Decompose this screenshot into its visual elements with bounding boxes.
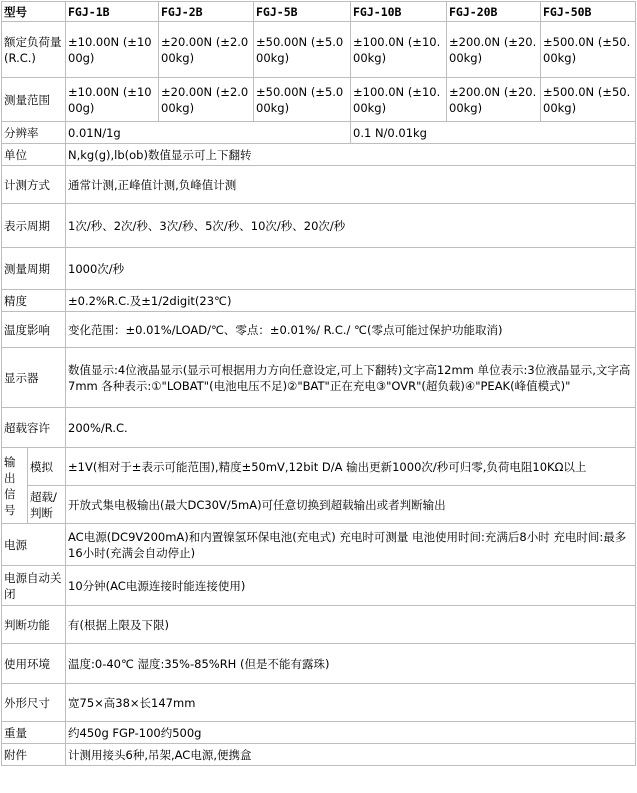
label-model: 型号	[2, 2, 66, 22]
rated-load-5b: ±50.00N (±5.000kg)	[254, 22, 351, 78]
range-10b: ±100.0N (±10.00kg)	[351, 78, 447, 122]
row-auto-off	[2, 566, 636, 606]
range-5b: ±50.00N (±5.000kg)	[254, 78, 351, 122]
label-rated-load: 额定负荷量(R.C.)	[2, 22, 66, 78]
row-model	[2, 2, 636, 22]
unit-value: N,kg(g),lb(ob)数值显示可上下翻转	[66, 144, 636, 166]
model-fgj-2b: FGJ-2B	[159, 2, 254, 22]
label-output-judge: 超载/判断	[28, 486, 66, 524]
label-accuracy: 精度	[2, 290, 66, 312]
model-fgj-20b: FGJ-20B	[447, 2, 541, 22]
row-mode	[2, 166, 636, 204]
display-cycle-value: 1次/秒、2次/秒、3次/秒、5次/秒、10次/秒、20次/秒	[66, 204, 636, 248]
row-overload	[2, 408, 636, 448]
row-power	[2, 524, 636, 566]
label-dimensions: 外形尺寸	[2, 684, 66, 722]
label-display: 显示器	[2, 348, 66, 408]
environment-value: 温度:0-40℃ 湿度:35%-85%RH (但是不能有露珠)	[66, 644, 636, 684]
model-fgj-10b: FGJ-10B	[351, 2, 447, 22]
rated-load-10b: ±100.0N (±10.00kg)	[351, 22, 447, 78]
row-sample-cycle	[2, 248, 636, 290]
range-20b: ±200.0N (±20.00kg)	[447, 78, 541, 122]
rated-load-1b: ±10.00N (±1000g)	[66, 22, 159, 78]
row-judge-function	[2, 606, 636, 644]
row-environment	[2, 644, 636, 684]
label-judge-function: 判断功能	[2, 606, 66, 644]
row-weight	[2, 722, 636, 744]
overload-value: 200%/R.C.	[66, 408, 636, 448]
label-output-analog: 模拟	[28, 448, 66, 486]
label-temp-effect: 温度影响	[2, 312, 66, 348]
label-auto-off: 电源自动关闭	[2, 566, 66, 606]
output-analog-value: ±1V(相对于±表示可能范围),精度±50mV,12bit D/A 输出更新1000次/秒可归零,负荷电阻10KΩ以上	[66, 448, 636, 486]
label-mode: 计测方式	[2, 166, 66, 204]
accuracy-value: ±0.2%R.C.及±1/2digit(23℃)	[66, 290, 636, 312]
model-fgj-1b: FGJ-1B	[66, 2, 159, 22]
range-1b: ±10.00N (±1000g)	[66, 78, 159, 122]
range-50b: ±500.0N (±50.00kg)	[541, 78, 636, 122]
label-sample-cycle: 测量周期	[2, 248, 66, 290]
row-accuracy	[2, 290, 636, 312]
label-power: 电源	[2, 524, 66, 566]
label-overload: 超载容许	[2, 408, 66, 448]
model-fgj-50b: FGJ-50B	[541, 2, 636, 22]
resolution-small: 0.01N/1g	[66, 122, 351, 144]
label-range: 测量范围	[2, 78, 66, 122]
label-unit: 单位	[2, 144, 66, 166]
rated-load-20b: ±200.0N (±20.00kg)	[447, 22, 541, 78]
power-value: AC电源(DC9V200mA)和内置镍氢环保电池(充电式) 充电时可测量 电池使用时间:充满后8小时 充电时间:最多16小时(充满会自动停止)	[66, 524, 636, 566]
label-weight: 重量	[2, 722, 66, 744]
row-accessories	[2, 744, 636, 766]
sample-cycle-value: 1000次/秒	[66, 248, 636, 290]
row-temp-effect	[2, 312, 636, 348]
row-output-judge	[2, 486, 636, 524]
spec-table	[1, 1, 636, 766]
row-dimensions	[2, 684, 636, 722]
dimensions-value: 宽75×高38×长147mm	[66, 684, 636, 722]
row-display	[2, 348, 636, 408]
row-resolution	[2, 122, 636, 144]
rated-load-2b: ±20.00N (±2.000kg)	[159, 22, 254, 78]
label-display-cycle: 表示周期	[2, 204, 66, 248]
range-2b: ±20.00N (±2.000kg)	[159, 78, 254, 122]
rated-load-50b: ±500.0N (±50.00kg)	[541, 22, 636, 78]
temp-effect-value: 变化范围：±0.01%/LOAD/℃、零点：±0.01%/ R.C./ ℃(零点可能过保护功能取消)	[66, 312, 636, 348]
auto-off-value: 10分钟(AC电源连接时能连接使用)	[66, 566, 636, 606]
label-resolution: 分辨率	[2, 122, 66, 144]
row-output-analog	[2, 448, 636, 486]
row-range	[2, 78, 636, 122]
row-unit	[2, 144, 636, 166]
display-value: 数值显示:4位液晶显示(显示可根据用力方向任意设定,可上下翻转)文字高12mm 单位表示:3位液晶显示,文字高7mm 各种表示:①"LOBAT"(电池电压不足)②"BAT"正在充电③"OVR"(超负载)④"PEAK(峰值模式)"	[66, 348, 636, 408]
label-environment: 使用环境	[2, 644, 66, 684]
accessories-value: 计测用接头6种,吊架,AC电源,便携盒	[66, 744, 636, 766]
row-display-cycle	[2, 204, 636, 248]
label-output: 输出信号	[2, 448, 28, 524]
model-fgj-5b: FGJ-5B	[254, 2, 351, 22]
row-rated-load	[2, 22, 636, 78]
label-accessories: 附件	[2, 744, 66, 766]
mode-value: 通常计测,正峰值计测,负峰值计测	[66, 166, 636, 204]
judge-function-value: 有(根据上限及下限)	[66, 606, 636, 644]
resolution-large: 0.1 N/0.01kg	[351, 122, 636, 144]
output-judge-value: 开放式集电极输出(最大DC30V/5mA)可任意切换到超载输出或者判断输出	[66, 486, 636, 524]
weight-value: 约450g FGP-100约500g	[66, 722, 636, 744]
